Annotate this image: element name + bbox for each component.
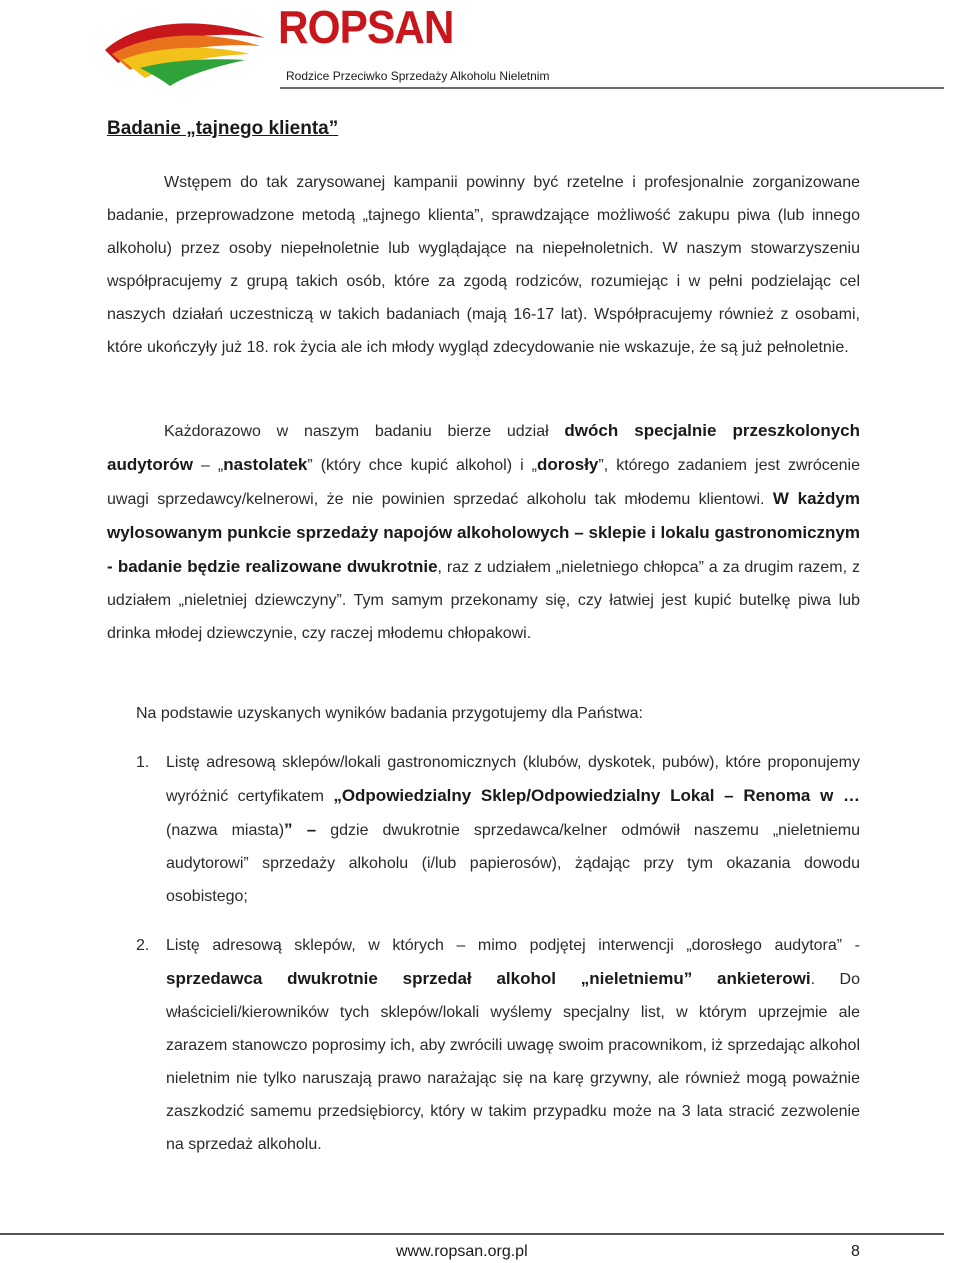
page-number: 8: [851, 1243, 860, 1260]
p2-emphasis-twice: W każdym wylosowanym punkcie sprzedaży napojów alkoholowych – sklepie i lokalu gastronomicznym - badanie będzie realizowane dwukrotnie: [107, 489, 861, 576]
list-emphasis-certificate: „Odpowiedzialny Sklep/Odpowiedzialny Lokal – Renoma w …: [333, 786, 860, 805]
p2-text-c: – „: [192, 457, 224, 474]
ropsan-logo-icon: [100, 8, 280, 88]
p2-text-a: Każdorazowo w naszym badaniu bierze udział: [164, 423, 565, 440]
list-emphasis-seller: sprzedawca dwukrotnie sprzedał alkohol „nieletniemu” ankieterowi: [166, 969, 811, 988]
footer-divider: [0, 1233, 944, 1235]
paragraph-results-intro: Na podstawie uzyskanych wyników badania przygotujemy dla Państwa:: [136, 705, 643, 722]
list-emphasis-dash: ” –: [284, 820, 317, 839]
footer-url-link[interactable]: www.ropsan.org.pl: [396, 1243, 528, 1260]
list-text-a: Listę adresową sklepów/lokali gastronomicznych (klubów, dyskotek, pubów), które proponujemy wyróżnić certyfikatem: [166, 754, 860, 805]
list-text-a: Listę adresową sklepów, w których – mimo podjętej interwencji „dorosłego audytora” -: [166, 937, 860, 954]
logo-wordmark: ROPSAN: [278, 1, 454, 53]
list-item: [136, 929, 860, 1161]
section-title: Badanie „tajnego klienta”: [107, 118, 339, 139]
list-number: 1.: [136, 754, 150, 771]
p2-emphasis-auditors: dwóch specjalnie przeszkolonych audytorów: [107, 421, 860, 474]
p2-emphasis-teen: nastolatek: [223, 455, 308, 474]
list-item: [136, 746, 860, 913]
list-number: 2.: [136, 937, 150, 954]
paragraph-auditors: [107, 414, 860, 650]
page-header: [0, 0, 960, 90]
tagline: Rodzice Przeciwko Sprzedaży Alkoholu Nieletnim: [286, 69, 550, 83]
p2-text-g: ”, którego zadaniem jest zwrócenie uwagi sprzedawcy/kelnerowi, że nie powinien sprzedać alkoholu tak młodemu klientowi.: [107, 457, 860, 508]
header-divider: [280, 87, 944, 89]
list-text-c: . Do właścicieli/kierowników tych sklepów/lokali wyślemy specjalny list, w którym uprzejmie ale zarazem stanowczo poprosimy ich, aby zwrócili uwagę swoim pracownikom, iż sprzedając alkohol nieletnim nie tylko naruszają prawo narażając się na karę grzywny, ale również mogą poważnie zaszkodzić samemu przedsiębiorcy, który w takim przypadku może na 3 lata stracić zezwolenie na sprzedaż alkoholu.: [166, 971, 860, 1153]
list-text-c: (nazwa miasta): [166, 822, 285, 839]
p2-emphasis-adult: dorosły: [536, 455, 599, 474]
p2-text-e: ” (który chce kupić alkohol) i „: [307, 457, 537, 474]
p2-text-i: , raz z udziałem „nieletniego chłopca” a za drugim razem, z udziałem „nieletniej dziewczyny”. Tym samym przekonamy się, czy łatwiej jest kupić butelkę piwa lub drinka młodej dziewczynie, czy raczej młodemu chłopakowi.: [107, 559, 860, 642]
paragraph-intro: Wstępem do tak zarysowanej kampanii powinny być rzetelne i profesjonalnie zorganizowane badanie, przeprowadzone metodą „tajnego klienta”, sprawdzające możliwość zakupu piwa (lub innego alkoholu) przez osoby niepełnoletnie lub wyglądające na niepełnoletnich. W naszym stowarzyszeniu współpracujemy z grupą takich osób, które za zgodą rodziców, rozumiejąc i w pełni podzielając cel naszych działań uczestniczą w takich badaniach (mają 16-17 lat). Współpracujemy również z osobami, które ukończyły już 18. rok życia ale ich młody wygląd zdecydowanie nie wskazuje, że są już pełnoletnie.: [107, 174, 860, 356]
list-text-e: gdzie dwukrotnie sprzedawca/kelner odmówił naszemu „nieletniemu audytorowi” sprzedaży alkoholu (i/lub papierosów), żądając przy tym okazania dowodu osobistego;: [166, 822, 860, 905]
